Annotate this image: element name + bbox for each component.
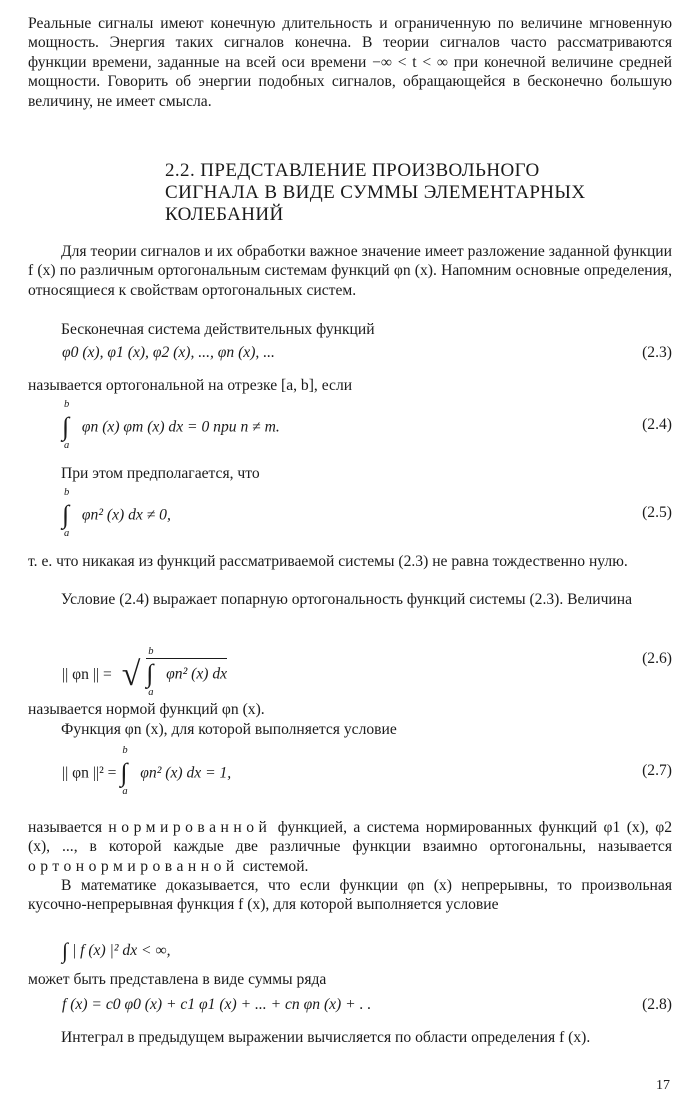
paragraph-series: может быть представлена в виде суммы ряда <box>28 971 327 988</box>
integral-sign: ∫ b a <box>120 745 128 797</box>
equation-2-4 <box>62 399 674 451</box>
equation-2-7-number: (2.7) <box>642 762 672 779</box>
equation-2-3-number: (2.3) <box>642 344 672 361</box>
equation-2-6 <box>62 646 674 699</box>
integral-lower-limit: a <box>64 528 70 539</box>
equation-condition-expression <box>62 938 170 964</box>
equation-2-6-expression <box>62 646 228 699</box>
equation-2-3-expression: φ0 (x), φ1 (x), φ2 (x), ..., φn (x), ... <box>62 344 275 361</box>
heading-line-1: 2.2. ПРЕДСТАВЛЕНИЕ ПРОИЗВОЛЬНОГО <box>165 160 540 181</box>
equation-2-7-expression <box>62 745 232 797</box>
equation-2-5-body: φn² (x) dx ≠ 0, <box>81 506 171 524</box>
integral-upper-limit: b <box>64 487 70 498</box>
equation-2-7 <box>62 745 674 797</box>
integral-lower-limit: a <box>64 440 70 451</box>
equation-2-8-expression: f (x) = c0 φ0 (x) + c1 φ1 (x) + ... + cn φn (x) + . . <box>62 996 372 1013</box>
equation-2-4-expression <box>62 399 280 451</box>
paragraph-integral-domain: Интеграл в предыдущем выражении вычисляется по области определения f (x). <box>61 1029 591 1046</box>
paragraph-pairwise: Условие (2.4) выражает попарную ортогональность функций системы (2.3). Величина <box>61 591 633 608</box>
paragraph-orthogonal-def: называется ортогональной на отрезке [a, b], если <box>28 377 353 394</box>
paragraph-function-condition: Функция φn (x), для которой выполняется условие <box>61 721 397 738</box>
paragraph-infinite-system: Бесконечная система действительных функций <box>61 321 375 338</box>
equation-2-7-rhs: φn² (x) dx = 1, <box>140 764 232 782</box>
heading-line-3: КОЛЕБАНИЙ <box>165 204 284 225</box>
integral-sign: ∫ b a <box>146 646 154 699</box>
equation-2-5-number: (2.5) <box>642 504 672 521</box>
equation-2-6-number: (2.6) <box>642 650 672 667</box>
paragraph-assumption: При этом предполагается, что <box>61 465 260 482</box>
equation-2-4-number: (2.4) <box>642 416 672 433</box>
equation-2-4-body: φn (x) φm (x) dx = 0 при n ≠ m. <box>81 418 280 436</box>
section-heading <box>165 160 635 226</box>
paragraph-norm: называется нормой функций φn (x). <box>28 701 265 718</box>
equation-2-8-number: (2.8) <box>642 996 672 1013</box>
integral-sign: ∫ b a <box>62 399 70 451</box>
paragraph-real-signals: Реальные сигналы имеют конечную длительность и ограниченную по величине мгновенную мощность. Энергия таких сигналов конечна. В теории сигналов часто рассматриваются функции времени, заданные на всей оси времени −∞ < t < ∞ при конечной величине средней мощности. Говорить об энергии подобных сигналов, обращающейся в бесконечно большую величину, не имеет смысла. <box>28 15 672 110</box>
term-orthonormal: ортонормированной <box>28 857 239 875</box>
equation-2-6-lhs: || φn || = <box>62 666 112 683</box>
paragraph-normalized <box>28 818 672 876</box>
integral-sign: ∫ b a <box>62 487 70 539</box>
equation-2-8 <box>62 996 674 1020</box>
integral-lower-limit: a <box>148 687 154 699</box>
sqrt-icon: √ <box>121 656 141 693</box>
paragraph-nonzero: т. е. что никакая из функций рассматриваемой системы (2.3) не равна тождественно нулю. <box>28 553 628 570</box>
page-number: 17 <box>656 1078 670 1093</box>
text-normalized-intro: называется <box>28 819 103 836</box>
integral-sign: ∫ <box>62 938 69 963</box>
text-normalized-end: системой. <box>242 857 309 875</box>
equation-2-5 <box>62 487 674 539</box>
paragraph-math-proof: В математике доказывается, что если функции φn (x) непрерывны, то произвольная кусочно-непрерывная функция f (x), для которой выполняется условие <box>28 877 672 914</box>
paragraph-decomposition: Для теории сигналов и их обработки важное значение имеет разложение заданной функции f (x) по различным ортогональным системам функций φn (x). Напомним основные определения, относящиеся к свойствам ортогональных систем. <box>28 243 672 299</box>
sqrt-radicand <box>146 646 228 699</box>
equation-condition <box>62 938 674 962</box>
text-normalized-middle: функцией, а система нормированных функций φ1 (x), φ2 (x), ..., в которой каждые две различные функции взаимно ортогональны, называется <box>28 819 673 856</box>
integral-upper-limit: b <box>122 745 128 756</box>
equation-condition-body: | f (x) |² dx < ∞, <box>71 942 171 959</box>
equation-2-6-integrand: φn² (x) dx <box>166 666 228 683</box>
integral-upper-limit: b <box>64 399 70 410</box>
integral-lower-limit: a <box>122 786 128 797</box>
integral-upper-limit: b <box>148 646 154 658</box>
heading-line-2: СИГНАЛА В ВИДЕ СУММЫ ЭЛЕМЕНТАРНЫХ <box>165 182 586 203</box>
equation-2-3 <box>62 344 674 368</box>
equation-2-5-expression <box>62 487 171 539</box>
term-normalized: нормированной <box>108 819 272 836</box>
equation-2-7-lhs: || φn ||² = <box>62 764 117 782</box>
